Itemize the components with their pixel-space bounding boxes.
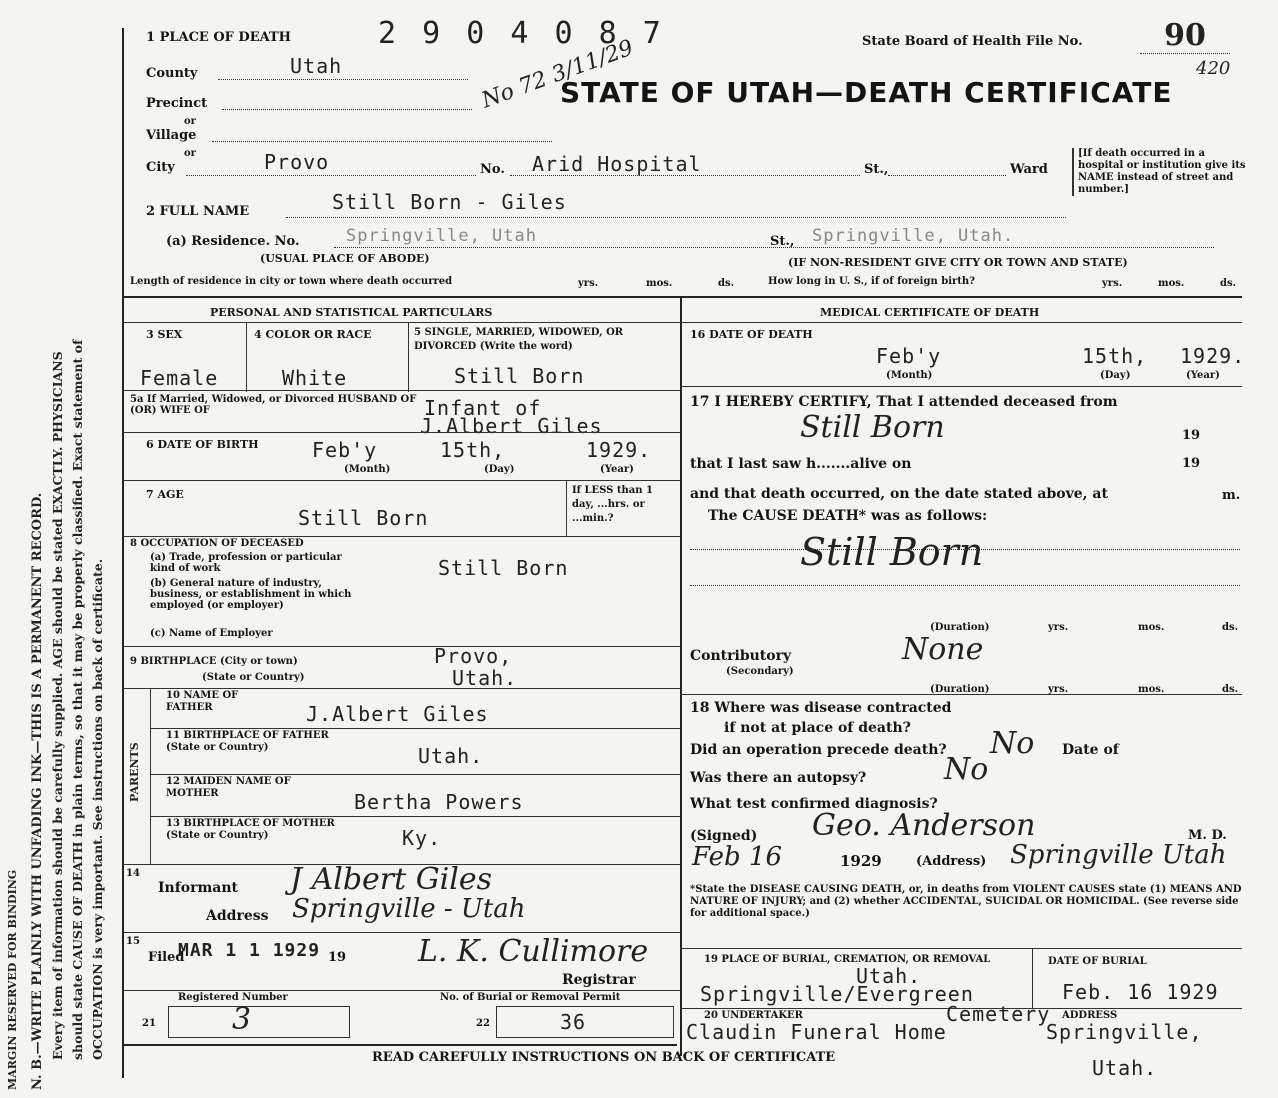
residence-city-value: Springville, Utah. bbox=[812, 226, 1015, 246]
certify-label: 17 I HEREBY CERTIFY, That I attended deceased from bbox=[690, 394, 1118, 410]
left-border bbox=[122, 28, 124, 1078]
certify-handwritten: Still Born bbox=[800, 410, 945, 445]
length-mos: mos. bbox=[646, 278, 673, 289]
marital-value: Still Born bbox=[454, 364, 585, 388]
occurred-label: and that death occurred, on the date stated above, at bbox=[690, 486, 1108, 502]
date-of-death-label: 16 DATE OF DEATH bbox=[690, 328, 813, 341]
employer-label: (c) Name of Employer bbox=[150, 628, 273, 639]
color-value: White bbox=[282, 366, 348, 390]
age-less-label: If LESS than 1 day, ...hrs. or ...min.? bbox=[572, 485, 653, 524]
q18-label: 18 Where was disease contracted bbox=[690, 700, 952, 716]
stamp-note: No 72 3/11/29 bbox=[478, 35, 637, 114]
occupation-a-label: (a) Trade, profession or particular kind of work bbox=[150, 552, 342, 574]
burial-permit-label: No. of Burial or Removal Permit bbox=[440, 992, 621, 1003]
rule-v1 bbox=[246, 322, 247, 392]
dod-month-label: (Month) bbox=[886, 370, 933, 381]
dod-day-label: (Day) bbox=[1100, 370, 1131, 381]
secondary-label: (Secondary) bbox=[726, 666, 794, 677]
duration-yrs-2: yrs. bbox=[1048, 684, 1069, 695]
undertaker-value: Claudin Funeral Home bbox=[686, 1020, 947, 1044]
duration-yrs-1: yrs. bbox=[1048, 622, 1069, 633]
hospital-name: Arid Hospital bbox=[532, 152, 702, 176]
color-label: 4 COLOR OR RACE bbox=[254, 328, 372, 341]
undertaker-address-label: ADDRESS bbox=[1062, 1010, 1118, 1021]
cause-handwritten: Still Born bbox=[800, 530, 984, 574]
rule-m1 bbox=[680, 322, 1242, 323]
nonresident-label: (IF NON-RESIDENT GIVE CITY OR TOWN AND STATE) bbox=[788, 256, 1128, 269]
rule-v2 bbox=[408, 322, 409, 392]
rule-p4 bbox=[122, 480, 680, 481]
rule-p13 bbox=[122, 990, 680, 991]
certificate-title: STATE OF UTAH—DEATH CERTIFICATE bbox=[560, 76, 1173, 109]
dob-label: 6 DATE OF BIRTH bbox=[146, 438, 259, 451]
bottom-rule bbox=[122, 1044, 677, 1046]
binding-margin-note: MARGIN RESERVED FOR BINDING bbox=[6, 869, 19, 1090]
rule-v3 bbox=[566, 480, 567, 536]
dod-year-label: (Year) bbox=[1186, 370, 1220, 381]
full-name-value: Still Born - Giles bbox=[332, 190, 567, 214]
burial-date-label: DATE OF BURIAL bbox=[1048, 956, 1147, 967]
duration-label-1: (Duration) bbox=[930, 622, 990, 633]
rule-m4 bbox=[680, 948, 1242, 949]
signed-label: (Signed) bbox=[690, 828, 758, 844]
item-22: 22 bbox=[476, 1018, 490, 1029]
rule-m5 bbox=[1032, 948, 1033, 1008]
duration-label-2: (Duration) bbox=[930, 684, 990, 695]
file-number: 90 bbox=[1140, 18, 1230, 54]
item-15: 15 bbox=[126, 936, 140, 947]
occupation-label: 8 OCCUPATION OF DECEASED bbox=[130, 538, 304, 549]
rule-p6 bbox=[122, 646, 680, 647]
mother-birthplace-label: 13 BIRTHPLACE OF MOTHER (State or Country) bbox=[166, 818, 335, 841]
registrar-signature: L. K. Cullimore bbox=[418, 934, 649, 969]
instruction-line-2: Every item of information should be carefully supplied. AGE should be stated EXACTLY. PHYSICIANS bbox=[50, 351, 65, 1060]
residence-rule bbox=[122, 296, 1242, 298]
spouse-value-1: Infant of bbox=[424, 396, 542, 420]
burial-permit-value: 36 bbox=[560, 1010, 587, 1034]
street-no-label: No. bbox=[480, 162, 505, 177]
length-residence-label: Length of residence in city or town where death occurred bbox=[130, 276, 453, 287]
length-ds: ds. bbox=[718, 278, 735, 289]
residence-label: (a) Residence. No. bbox=[166, 234, 300, 249]
rule-parents bbox=[150, 688, 151, 864]
how-long-label: How long in U. S., if of foreign birth? bbox=[768, 276, 976, 287]
usual-abode-label: (USUAL PLACE OF ABODE) bbox=[260, 252, 430, 265]
duration-mos-1: mos. bbox=[1138, 622, 1165, 633]
occupation-b-label: (b) General nature of industry, business, or establishment in which employed (or employer) bbox=[150, 578, 352, 611]
undertaker-address-1: Springville, bbox=[1046, 1020, 1203, 1044]
precinct-label: Precinct bbox=[146, 96, 208, 111]
contributory-handwritten: None bbox=[902, 632, 984, 667]
dob-year-label: (Year) bbox=[600, 464, 634, 475]
birthplace-label: 9 BIRTHPLACE (City or town) bbox=[130, 656, 298, 667]
birthplace-state: Utah. bbox=[452, 666, 518, 690]
instruction-line-4: OCCUPATION is very important. See instructions on back of certificate. bbox=[90, 558, 105, 1060]
dod-month: Feb'y bbox=[876, 344, 942, 368]
county-line bbox=[218, 78, 468, 80]
rule-p10 bbox=[150, 816, 680, 817]
father-birthplace-value: Utah. bbox=[418, 744, 484, 768]
dob-month: Feb'y bbox=[312, 438, 378, 462]
bottom-instructions: READ CAREFULLY INSTRUCTIONS ON BACK OF CERTIFICATE bbox=[372, 1050, 836, 1065]
autopsy-label: Was there an autopsy? bbox=[690, 770, 867, 786]
informant-address-label: Address bbox=[206, 908, 269, 924]
rule-m6 bbox=[680, 1008, 1242, 1009]
how-long-mos: mos. bbox=[1158, 278, 1185, 289]
full-name-label: 2 FULL NAME bbox=[146, 204, 250, 219]
rule-p7 bbox=[122, 688, 680, 689]
rule-p5 bbox=[122, 536, 680, 537]
last-saw-19: 19 bbox=[1182, 456, 1201, 471]
item-21: 21 bbox=[142, 1018, 156, 1029]
signed-address: Springville Utah bbox=[1010, 840, 1227, 870]
rule-p9 bbox=[150, 774, 680, 775]
item-14: 14 bbox=[126, 868, 140, 879]
occupation-value: Still Born bbox=[438, 556, 569, 580]
burial-place-2: Springville/Evergreen bbox=[700, 982, 974, 1006]
how-long-yrs: yrs. bbox=[1102, 278, 1123, 289]
signed-address-label: (Address) bbox=[916, 854, 987, 869]
spouse-label: 5a If Married, Widowed, or Divorced HUSBAND OF (OR) WIFE OF bbox=[130, 394, 417, 416]
informant-address: Springville - Utah bbox=[292, 894, 526, 924]
or-label-1: or bbox=[184, 116, 196, 127]
father-value: J.Albert Giles bbox=[306, 702, 489, 726]
rule-p1 bbox=[122, 322, 680, 323]
instruction-line-3: should state CAUSE OF DEATH in plain terms, so that it may be properly classified. Exact statement of bbox=[70, 339, 85, 1060]
birthplace-state-label: (State or Country) bbox=[202, 672, 305, 683]
undertaker-address-2: Utah. bbox=[1092, 1056, 1158, 1080]
registrar-label: Registrar bbox=[562, 972, 636, 988]
sex-label: 3 SEX bbox=[146, 328, 183, 341]
dob-day: 15th, bbox=[440, 438, 506, 462]
test-label: What test confirmed diagnosis? bbox=[690, 796, 938, 812]
autopsy-handwritten: No bbox=[944, 752, 989, 787]
marital-label: 5 SINGLE, MARRIED, WIDOWED, OR DIVORCED (Write the word) bbox=[414, 327, 624, 352]
burial-place-1: Utah. bbox=[856, 964, 922, 988]
full-name-line bbox=[286, 216, 1066, 218]
filed-date: MAR 1 1 1929 bbox=[178, 940, 321, 961]
city-label: City bbox=[146, 160, 175, 175]
footnote: *State the DISEASE CAUSING DEATH, or, in deaths from VIOLENT CAUSES state (1) MEANS AND NATURE OF INJURY; and (2) whether ACCIDENTAL, SUICIDAL OR HOMICIDAL. (See reverse side for additional space.) bbox=[690, 884, 1242, 919]
medical-heading: MEDICAL CERTIFICATE OF DEATH bbox=[820, 306, 1040, 319]
village-label: Village bbox=[146, 128, 197, 143]
age-label: 7 AGE bbox=[146, 488, 184, 501]
date-of-label: Date of bbox=[1062, 742, 1119, 758]
street-st-label: St., bbox=[864, 162, 889, 177]
or-label-2: or bbox=[184, 148, 196, 159]
duration-mos-2: mos. bbox=[1138, 684, 1165, 695]
spouse-value-2: J.Albert Giles bbox=[420, 414, 603, 438]
sex-value: Female bbox=[140, 366, 219, 390]
dob-year: 1929. bbox=[586, 438, 652, 462]
rule-m2 bbox=[680, 386, 1242, 387]
mother-birthplace-value: Ky. bbox=[402, 826, 442, 850]
mother-label: 12 MAIDEN NAME OF MOTHER bbox=[166, 776, 291, 799]
county-label: County bbox=[146, 66, 198, 81]
father-label: 10 NAME OF FATHER bbox=[166, 690, 239, 713]
parents-label: PARENTS bbox=[128, 742, 141, 802]
operation-label: Did an operation precede death? bbox=[690, 742, 947, 758]
registered-number-value: 3 bbox=[232, 1002, 252, 1037]
ward-label: Ward bbox=[1010, 162, 1048, 177]
contributory-label: Contributory bbox=[690, 648, 792, 664]
birthplace-city: Provo, bbox=[434, 644, 513, 668]
corner-note: 420 bbox=[1196, 58, 1231, 79]
duration-ds-2: ds. bbox=[1222, 684, 1239, 695]
personal-heading: PERSONAL AND STATISTICAL PARTICULARS bbox=[210, 306, 493, 319]
informant-signature: J Albert Giles bbox=[290, 862, 493, 897]
duration-ds-1: ds. bbox=[1222, 622, 1239, 633]
cause-line-2 bbox=[690, 584, 1240, 586]
certify-19: 19 bbox=[1182, 428, 1201, 443]
place-of-death-label: 1 PLACE OF DEATH bbox=[146, 30, 291, 45]
instruction-line-1: N. B.—WRITE PLAINLY WITH UNFADING INK—THIS IS A PERMANENT RECORD. bbox=[30, 492, 45, 1090]
file-number-label: State Board of Health File No. bbox=[862, 34, 1083, 49]
residence-value: Springville, Utah bbox=[346, 226, 537, 246]
rule-p2 bbox=[122, 390, 680, 391]
physician-signature: Geo. Anderson bbox=[812, 808, 1036, 843]
dod-year: 1929. bbox=[1180, 344, 1246, 368]
dob-day-label: (Day) bbox=[484, 464, 515, 475]
precinct-line bbox=[222, 108, 472, 110]
registered-number-box bbox=[168, 1006, 350, 1038]
mother-value: Bertha Powers bbox=[354, 790, 524, 814]
burial-date: Feb. 16 1929 bbox=[1062, 980, 1219, 1004]
village-line bbox=[212, 140, 552, 142]
filed-19: 19 bbox=[328, 950, 347, 965]
ward-line bbox=[888, 174, 1006, 176]
last-saw-label: that I last saw h.......alive on bbox=[690, 456, 912, 472]
certificate-number: 2 9 0 4 0 8 7 bbox=[378, 16, 665, 51]
rule-m3 bbox=[680, 694, 1242, 695]
undertaker-label: 20 UNDERTAKER bbox=[704, 1010, 803, 1021]
center-divider bbox=[680, 296, 682, 1056]
dod-day: 15th, bbox=[1082, 344, 1148, 368]
city-line bbox=[186, 174, 476, 176]
burial-place-3: Cemetery bbox=[946, 1002, 1051, 1026]
signed-date: Feb 16 bbox=[692, 842, 782, 872]
signed-year: 1929 bbox=[840, 852, 882, 870]
ward-note: [If death occurred in a hospital or institution give its NAME instead of street and number.] bbox=[1072, 148, 1246, 196]
registered-number-label: Registered Number bbox=[178, 992, 288, 1003]
occurred-m: m. bbox=[1222, 488, 1241, 503]
dob-month-label: (Month) bbox=[344, 464, 391, 475]
filed-label: Filed bbox=[148, 950, 185, 965]
county-value: Utah bbox=[290, 54, 343, 78]
operation-handwritten: No bbox=[990, 726, 1035, 761]
informant-label: Informant bbox=[158, 880, 238, 896]
rule-p3 bbox=[122, 432, 680, 433]
q18b-label: if not at place of death? bbox=[724, 720, 911, 736]
length-yrs: yrs. bbox=[578, 278, 599, 289]
city-value: Provo bbox=[264, 150, 330, 174]
rule-p8 bbox=[150, 728, 680, 729]
burial-place-label: 19 PLACE OF BURIAL, CREMATION, OR REMOVAL bbox=[704, 954, 991, 965]
residence-st-label: St., bbox=[770, 234, 795, 249]
age-value: Still Born bbox=[298, 506, 429, 530]
how-long-ds: ds. bbox=[1220, 278, 1237, 289]
cause-line-1 bbox=[690, 548, 1240, 550]
father-birthplace-label: 11 BIRTHPLACE OF FATHER (State or Country) bbox=[166, 730, 329, 753]
cause-label: The CAUSE DEATH* was as follows: bbox=[708, 508, 988, 524]
rule-p12 bbox=[122, 932, 680, 933]
md-label: M. D. bbox=[1188, 828, 1227, 843]
